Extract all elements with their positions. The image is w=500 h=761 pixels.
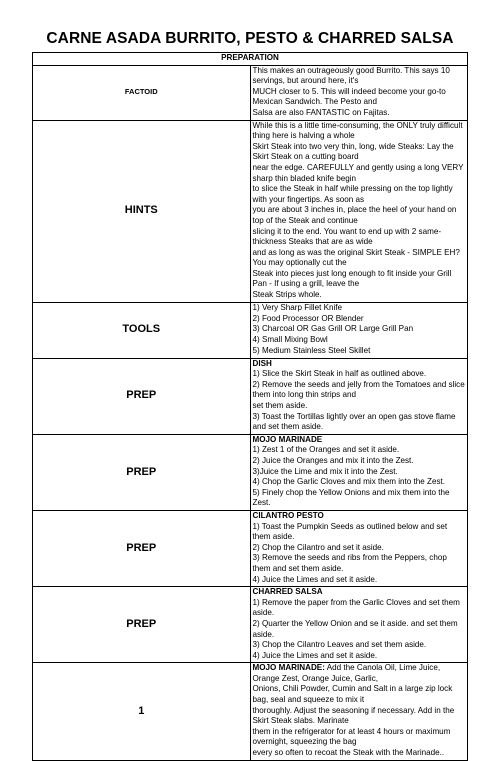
- table-row: [33, 587, 468, 663]
- text-line: you are about 3 inches in, place the heel of your hand on top of the Steak and continue: [252, 205, 457, 225]
- text-line: set them aside.: [252, 401, 308, 411]
- preparation-table: [32, 52, 468, 761]
- step-lead: MOJO MARINADE:: [252, 663, 325, 673]
- text-line: 5) Medium Stainless Steel Skillet: [252, 345, 371, 355]
- row-label: FACTOID: [33, 65, 251, 120]
- row-content: [250, 434, 468, 510]
- row-label: PREP: [33, 587, 251, 663]
- text-line: 3) Charcoal OR Gas Grill OR Large Grill Pan: [252, 324, 414, 334]
- text-line: thoroughly. Adjust the seasoning if necessary. Add in the Skirt Steak slabs. Marinate: [252, 705, 455, 726]
- row-label: PREP: [33, 358, 251, 434]
- text-line: 1) Very Sharp Fillet Knife: [252, 303, 343, 313]
- table-row: [33, 434, 468, 510]
- row-content: [250, 302, 468, 358]
- row-label: TOOLS: [33, 302, 251, 358]
- text-line: MUCH closer to 5. This will indeed become your go-to Mexican Sandwich. The Pesto and: [252, 86, 446, 107]
- text-line: 2) Food Processor OR Blender: [252, 313, 364, 323]
- step-text: Add the Canola Oil, Lime Juice, Orange Zest, Orange Juice, Garlic,: [252, 663, 441, 683]
- text-line: 2) Remove the seeds and jelly from the Tomatoes and slice them into long thin strips and: [252, 379, 465, 400]
- table-row: [33, 510, 468, 586]
- section-heading: CILANTRO PESTO: [252, 510, 324, 520]
- text-line: 1) Slice the Skirt Steak in half as outlined above.: [252, 369, 427, 379]
- row-label: PREP: [33, 434, 251, 510]
- text-line: 1) Remove the paper from the Garlic Cloves and set them aside.: [252, 597, 460, 618]
- text-line: 4) Juice the Limes and set it aside.: [252, 574, 378, 584]
- text-line: 3) Remove the seeds and ribs from the Peppers, chop them and set them aside.: [252, 553, 447, 573]
- text-line: 3) Chop the Cilantro Leaves and set them aside.: [252, 640, 427, 650]
- recipe-title: CARNE ASADA BURRITO, PESTO & CHARRED SALSA: [46, 30, 454, 47]
- text-line: 2) Quarter the Yellow Onion and se it aside. and set them aside.: [252, 618, 458, 639]
- text-line: 3) Toast the Tortillas lightly over an open gas stove flame and set them aside.: [252, 411, 456, 432]
- text-line: Salsa are also FANTASTIC on Fajitas.: [252, 107, 390, 117]
- text-line: This makes an outrageously good Burrito. This says 10 servings, but around here, it's: [252, 65, 450, 86]
- row-content: [250, 587, 468, 663]
- section-heading: MOJO MARINADE: [252, 434, 323, 444]
- row-content: [250, 120, 468, 302]
- table-row: [33, 120, 468, 302]
- row-label: PREP: [33, 510, 251, 586]
- text-line: every so often to recoat the Steak with the Marinade..: [252, 748, 445, 758]
- table-row: [33, 302, 468, 358]
- text-line: 4) Chop the Garlic Cloves and mix them into the Zest.: [252, 477, 446, 487]
- table-row: [33, 358, 468, 434]
- text-line: Onions, Chili Powder, Cumin and Salt in a large zip lock bag, seal and squeeze to mix it: [252, 684, 453, 705]
- text-line: [253, 663, 466, 684]
- row-content: [250, 663, 468, 760]
- table-row: [33, 65, 468, 120]
- text-line: While this is a little time-consuming, the ONLY truly difficult thing here is halving a whole: [252, 120, 463, 141]
- text-line: to slice the Steak in half while pressing on the top lightly with your fingertips. As soon as: [252, 184, 453, 204]
- text-line: Steak Strips whole.: [252, 290, 322, 300]
- text-line: 3)Juice the Lime and mix it into the Zest.: [252, 466, 398, 476]
- text-line: them in the refrigerator for at least 4 hours or maximum overnight, squeezing the bag: [252, 726, 451, 747]
- text-line: 2) Juice the Oranges and mix it into the Zest.: [252, 456, 414, 465]
- text-line: 4) Small Mixing Bowl: [252, 334, 328, 344]
- row-content: [250, 65, 468, 120]
- row-content: [250, 358, 468, 434]
- table-row: [33, 663, 468, 760]
- header-row: [33, 53, 468, 66]
- text-line: 2) Chop the Cilantro and set it aside.: [252, 542, 384, 552]
- text-line: 5) Finely chop the Yellow Onions and mix them into the Zest.: [252, 487, 450, 508]
- row-label: HINTS: [33, 120, 251, 302]
- text-line: and as long as was the original Skirt Steak - SIMPLE EH? You may optionally cut the: [252, 247, 460, 268]
- text-line: 1) Zest 1 of the Oranges and set it aside.: [252, 445, 400, 455]
- text-line: 1) Toast the Pumpkin Seeds as outlined below and set them aside.: [252, 521, 448, 542]
- section-heading: DISH: [252, 358, 272, 368]
- preparation-header: PREPARATION: [33, 53, 468, 66]
- text-line: Steak into pieces just long enough to fit inside your Grill Pan - If using a grill, leave the: [252, 268, 452, 289]
- text-line: Skirt Steak into two very thin, long, wide Steaks: Lay the Skirt Steak on a cutting board: [252, 141, 454, 162]
- text-line: 4) Juice the Limes and set it aside.: [252, 650, 378, 660]
- section-heading: CHARRED SALSA: [252, 587, 323, 597]
- row-content: [250, 510, 468, 586]
- step-number: 1: [33, 663, 251, 760]
- text-line: slicing it to the end. You want to end up with 2 same-thickness Steaks that are as wide: [252, 226, 442, 247]
- text-line: near the edge. CAREFULLY and gently using a long VERY sharp thin bladed knife begin: [252, 162, 464, 183]
